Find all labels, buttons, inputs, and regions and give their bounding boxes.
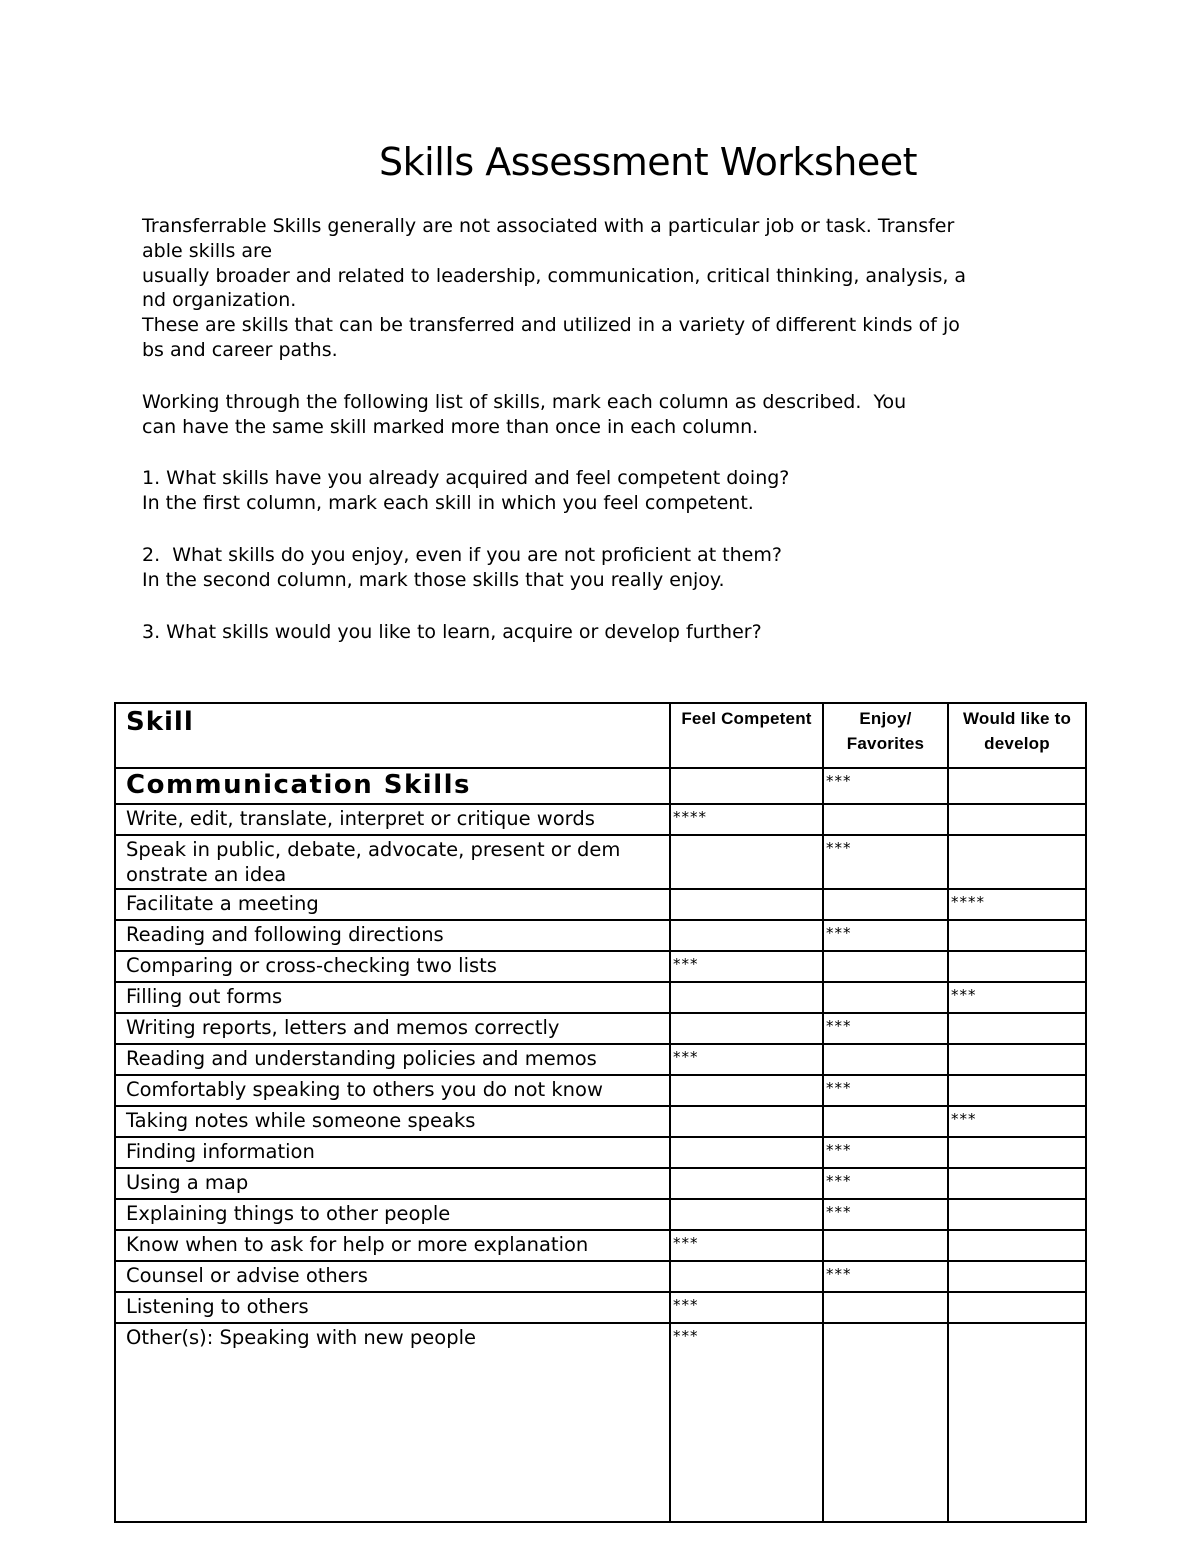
competent-cell[interactable]: *** bbox=[670, 1044, 823, 1075]
question-1-instruction: In the first column, mark each skill in which you feel competent. bbox=[142, 492, 754, 515]
page-title: Skills Assessment Worksheet bbox=[379, 140, 917, 184]
competent-cell[interactable] bbox=[670, 835, 823, 889]
competent-cell[interactable] bbox=[670, 1199, 823, 1230]
header-enjoy-favorites bbox=[823, 703, 948, 768]
instructions-line: Working through the following list of skills, mark each column as described. You bbox=[142, 390, 907, 413]
competent-cell[interactable] bbox=[670, 1106, 823, 1137]
skill-cell: Finding information bbox=[115, 1137, 670, 1168]
competent-cell[interactable] bbox=[670, 889, 823, 920]
skill-cell: Taking notes while someone speaks bbox=[115, 1106, 670, 1137]
table-row bbox=[115, 889, 1086, 920]
table-row bbox=[115, 1292, 1086, 1323]
skill-cell: Explaining things to other people bbox=[115, 1199, 670, 1230]
develop-cell[interactable] bbox=[948, 920, 1086, 951]
competent-cell[interactable]: *** bbox=[670, 1230, 823, 1261]
develop-cell[interactable] bbox=[948, 1323, 1086, 1522]
competent-cell[interactable]: *** bbox=[670, 1292, 823, 1323]
section-label: Communication Skills bbox=[115, 768, 670, 804]
skill-cell: Facilitate a meeting bbox=[115, 889, 670, 920]
header-would-like-to-develop bbox=[948, 703, 1086, 768]
intro-line: Transferrable Skills generally are not associated with a particular job or task. Transfer bbox=[142, 215, 955, 237]
table-row bbox=[115, 1323, 1086, 1522]
intro-line: bs and career paths. bbox=[142, 338, 338, 361]
develop-cell[interactable] bbox=[948, 1013, 1086, 1044]
skill-cell bbox=[115, 835, 670, 889]
table-row bbox=[115, 1168, 1086, 1199]
table-row bbox=[115, 920, 1086, 951]
competent-cell[interactable] bbox=[670, 1075, 823, 1106]
develop-cell[interactable] bbox=[948, 1292, 1086, 1323]
skill-line: Speak in public, debate, advocate, present or dem bbox=[126, 838, 621, 861]
enjoy-cell[interactable] bbox=[823, 1044, 948, 1075]
intro-line: These are skills that can be transferred and utilized in a variety of different kinds of jo bbox=[142, 314, 960, 337]
question-2-instruction: In the second column, mark those skills that you really enjoy. bbox=[142, 568, 725, 591]
table-row bbox=[115, 1075, 1086, 1106]
header-feel-competent: Feel Competent bbox=[670, 703, 823, 768]
table-row bbox=[115, 1044, 1086, 1075]
competent-cell[interactable] bbox=[670, 1168, 823, 1199]
table-row bbox=[115, 982, 1086, 1013]
enjoy-cell[interactable] bbox=[823, 804, 948, 835]
develop-cell[interactable]: **** bbox=[948, 889, 1086, 920]
table-row bbox=[115, 1261, 1086, 1292]
table-row bbox=[115, 804, 1086, 835]
table-header-row bbox=[115, 703, 1086, 768]
enjoy-cell[interactable] bbox=[823, 1230, 948, 1261]
table-row bbox=[115, 1230, 1086, 1261]
skill-cell: Reading and following directions bbox=[115, 920, 670, 951]
header-skill: Skill bbox=[115, 703, 670, 768]
skill-cell: Writing reports, letters and memos correctly bbox=[115, 1013, 670, 1044]
competent-cell[interactable]: *** bbox=[670, 1323, 823, 1522]
competent-cell[interactable] bbox=[670, 920, 823, 951]
competent-cell[interactable] bbox=[670, 1137, 823, 1168]
header-develop-line1: Would like to bbox=[962, 709, 1072, 728]
skill-cell: Using a map bbox=[115, 1168, 670, 1199]
competent-cell[interactable] bbox=[670, 982, 823, 1013]
enjoy-cell[interactable]: *** bbox=[823, 1261, 948, 1292]
intro-line: nd organization. bbox=[142, 289, 297, 312]
table-row bbox=[115, 1106, 1086, 1137]
enjoy-cell[interactable] bbox=[823, 1323, 948, 1522]
enjoy-cell[interactable]: *** bbox=[823, 1168, 948, 1199]
develop-cell[interactable] bbox=[948, 1230, 1086, 1261]
question-2: 2. What skills do you enjoy, even if you are not proficient at them? bbox=[142, 543, 782, 566]
enjoy-cell[interactable]: *** bbox=[823, 835, 948, 889]
intro-text bbox=[142, 214, 1062, 644]
develop-cell[interactable] bbox=[948, 804, 1086, 835]
develop-cell[interactable] bbox=[948, 1261, 1086, 1292]
instructions-line: can have the same skill marked more than once in each column. bbox=[142, 415, 759, 438]
enjoy-cell[interactable] bbox=[823, 951, 948, 982]
skill-line: onstrate an idea bbox=[126, 863, 287, 886]
competent-cell[interactable]: **** bbox=[670, 804, 823, 835]
develop-cell[interactable] bbox=[948, 1044, 1086, 1075]
enjoy-cell[interactable]: *** bbox=[823, 1075, 948, 1106]
table-row bbox=[115, 1199, 1086, 1230]
intro-line: able skills are bbox=[142, 239, 273, 262]
question-1: 1. What skills have you already acquired and feel competent doing? bbox=[142, 467, 790, 490]
section-row bbox=[115, 768, 1086, 804]
skill-cell: Reading and understanding policies and memos bbox=[115, 1044, 670, 1075]
table-row bbox=[115, 951, 1086, 982]
skill-cell: Counsel or advise others bbox=[115, 1261, 670, 1292]
header-enjoy-line2: Favorites bbox=[846, 734, 925, 753]
competent-cell[interactable] bbox=[670, 1013, 823, 1044]
develop-cell[interactable] bbox=[948, 1199, 1086, 1230]
competent-cell[interactable]: *** bbox=[670, 951, 823, 982]
question-3: 3. What skills would you like to learn, acquire or develop further? bbox=[142, 620, 762, 643]
develop-cell[interactable] bbox=[948, 1075, 1086, 1106]
develop-cell[interactable] bbox=[948, 1137, 1086, 1168]
enjoy-cell[interactable]: *** bbox=[823, 1013, 948, 1044]
table-row bbox=[115, 1013, 1086, 1044]
table-row bbox=[115, 835, 1086, 889]
skills-table bbox=[114, 702, 1087, 1523]
develop-cell[interactable] bbox=[948, 951, 1086, 982]
enjoy-cell[interactable]: *** bbox=[823, 920, 948, 951]
enjoy-cell[interactable]: *** bbox=[823, 1137, 948, 1168]
skill-cell: Filling out forms bbox=[115, 982, 670, 1013]
develop-cell[interactable] bbox=[948, 1168, 1086, 1199]
skill-cell-other: Other(s): Speaking with new people bbox=[115, 1323, 670, 1522]
skill-cell: Comfortably speaking to others you do not know bbox=[115, 1075, 670, 1106]
enjoy-cell[interactable]: *** bbox=[823, 768, 948, 804]
develop-cell[interactable]: *** bbox=[948, 1106, 1086, 1137]
competent-cell[interactable] bbox=[670, 768, 823, 804]
develop-cell[interactable]: *** bbox=[948, 982, 1086, 1013]
header-develop-line2: develop bbox=[984, 734, 1050, 753]
skill-cell: Write, edit, translate, interpret or critique words bbox=[115, 804, 670, 835]
competent-cell[interactable] bbox=[670, 1261, 823, 1292]
develop-cell[interactable] bbox=[948, 835, 1086, 889]
enjoy-cell[interactable] bbox=[823, 1106, 948, 1137]
enjoy-cell[interactable] bbox=[823, 889, 948, 920]
skill-cell: Listening to others bbox=[115, 1292, 670, 1323]
enjoy-cell[interactable] bbox=[823, 1292, 948, 1323]
develop-cell[interactable] bbox=[948, 768, 1086, 804]
intro-line: usually broader and related to leadership, communication, critical thinking, analysis, a bbox=[142, 264, 967, 287]
table-row bbox=[115, 1137, 1086, 1168]
skill-cell: Know when to ask for help or more explanation bbox=[115, 1230, 670, 1261]
header-enjoy-line1: Enjoy/ bbox=[859, 709, 912, 728]
skill-cell: Comparing or cross-checking two lists bbox=[115, 951, 670, 982]
enjoy-cell[interactable] bbox=[823, 982, 948, 1013]
enjoy-cell[interactable]: *** bbox=[823, 1199, 948, 1230]
